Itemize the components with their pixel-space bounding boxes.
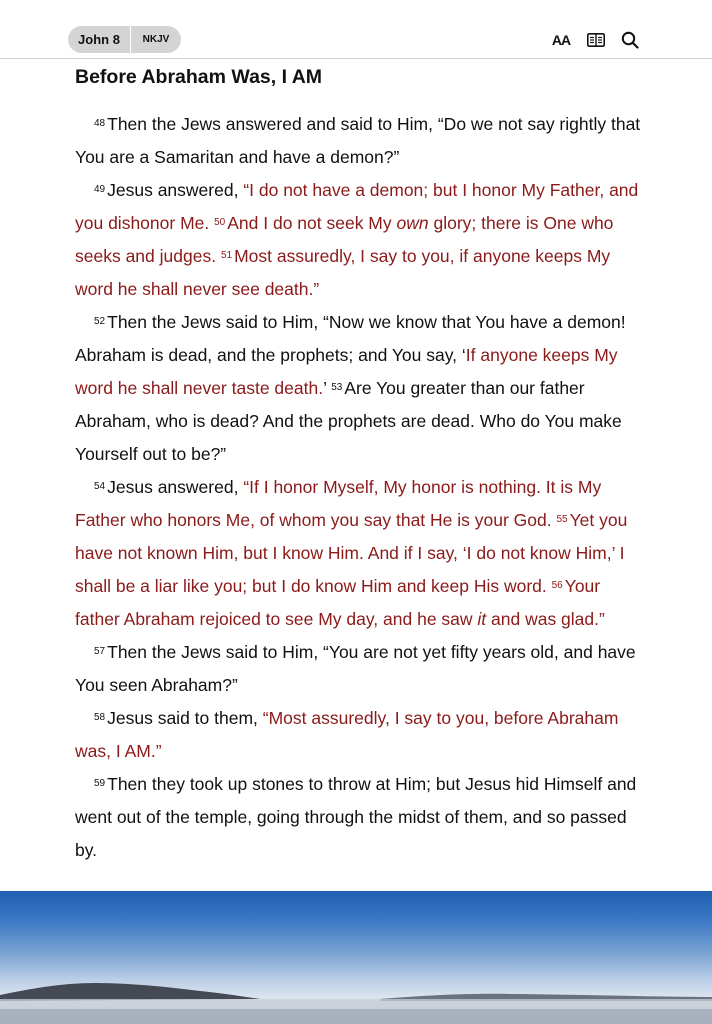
landscape-graphic	[0, 891, 712, 1024]
verse-paragraph	[75, 174, 645, 306]
words-of-christ-text: “I do not have a demon; but I honor My Father, and you dishonor Me.	[75, 180, 639, 233]
verse-paragraphs	[75, 108, 645, 867]
chapter-content	[75, 62, 645, 867]
verse-number: 57	[94, 646, 106, 657]
verse-number: 54	[94, 481, 106, 492]
verse-text: Then the Jews said to Him, “Now we know that You have a demon! Abraham is dead, and the prophets; and You say, ‘	[75, 312, 626, 365]
verse-paragraph	[75, 306, 645, 471]
verse-text: Then the Jews said to Him, “You are not yet fifty years old, and have You seen Abraham?”	[75, 642, 636, 695]
verse-text: Are You greater than our father Abraham, who is dead? And the prophets are dead. Who do You make Yourself out to be?”	[75, 378, 622, 464]
verse-paragraph	[75, 471, 645, 636]
verse-number: 49	[94, 184, 106, 195]
book-icon-graphic	[587, 33, 605, 47]
verse-text: Then they took up stones to throw at Him; but Jesus hid Himself and went out of the temple, going through the midst of them, and so passed by.	[75, 774, 637, 860]
verse-number: 55	[556, 514, 568, 525]
version-button[interactable]: NKJV	[142, 34, 170, 45]
words-of-christ-text: “If I honor Myself, My honor is nothing. It is My Father who honors Me, of whom you say that He is your God.	[75, 477, 602, 530]
text-size-icon[interactable]: AA	[551, 32, 571, 48]
words-of-christ-text: own	[396, 213, 429, 233]
words-of-christ-text: If anyone keeps My word he shall never taste death.	[75, 345, 618, 398]
search-icon-graphic	[621, 31, 639, 49]
words-of-christ-text: glory; there is One who seeks and judges.	[75, 213, 614, 266]
verse-text: Jesus answered,	[107, 477, 244, 497]
verse-text: Then the Jews answered and said to Him, “Do we not say rightly that You are a Samaritan and have a demon?”	[75, 114, 641, 167]
verse-number: 56	[551, 580, 563, 591]
words-of-christ-text: And I do not seek My	[227, 213, 397, 233]
book-chapter-button[interactable]: John 8	[68, 26, 131, 53]
verse-text: ’	[323, 378, 332, 398]
background-landscape-image	[0, 891, 712, 1024]
verse-number: 59	[94, 778, 106, 789]
verse-number: 52	[94, 316, 106, 327]
verse-number: 48	[94, 118, 106, 129]
reference-selector[interactable]	[68, 26, 181, 53]
verse-number: 51	[220, 250, 233, 261]
verse-number: 50	[214, 217, 226, 228]
verse-text: Jesus answered,	[107, 180, 244, 200]
search-icon[interactable]	[620, 30, 640, 50]
words-of-christ-text: it	[477, 609, 487, 629]
words-of-christ-text: Your father Abraham rejoiced to see My day, and he saw	[75, 576, 601, 629]
book-icon[interactable]	[585, 30, 607, 50]
verse-number: 53	[331, 382, 343, 393]
verse-paragraph	[75, 702, 645, 768]
words-of-christ-text: Most assuredly, I say to you, if anyone keeps My word he shall never see death.”	[75, 246, 611, 299]
words-of-christ-text: “Most assuredly, I say to you, before Abraham was, I AM.”	[75, 708, 619, 761]
verse-paragraph	[75, 636, 645, 702]
verse-paragraph	[75, 108, 645, 174]
words-of-christ-text: and was glad.”	[486, 609, 605, 629]
verse-text: Jesus said to them,	[107, 708, 263, 728]
section-heading: Before Abraham Was, I AM	[75, 66, 323, 88]
top-toolbar	[0, 0, 712, 59]
verse-number: 58	[94, 712, 106, 723]
words-of-christ-text: Yet you have not known Him, but I know Him. And if I say, ‘I do not know Him,’ I shall be a liar like you; but I do know Him and keep His word.	[75, 510, 628, 596]
verse-paragraph	[75, 768, 645, 867]
